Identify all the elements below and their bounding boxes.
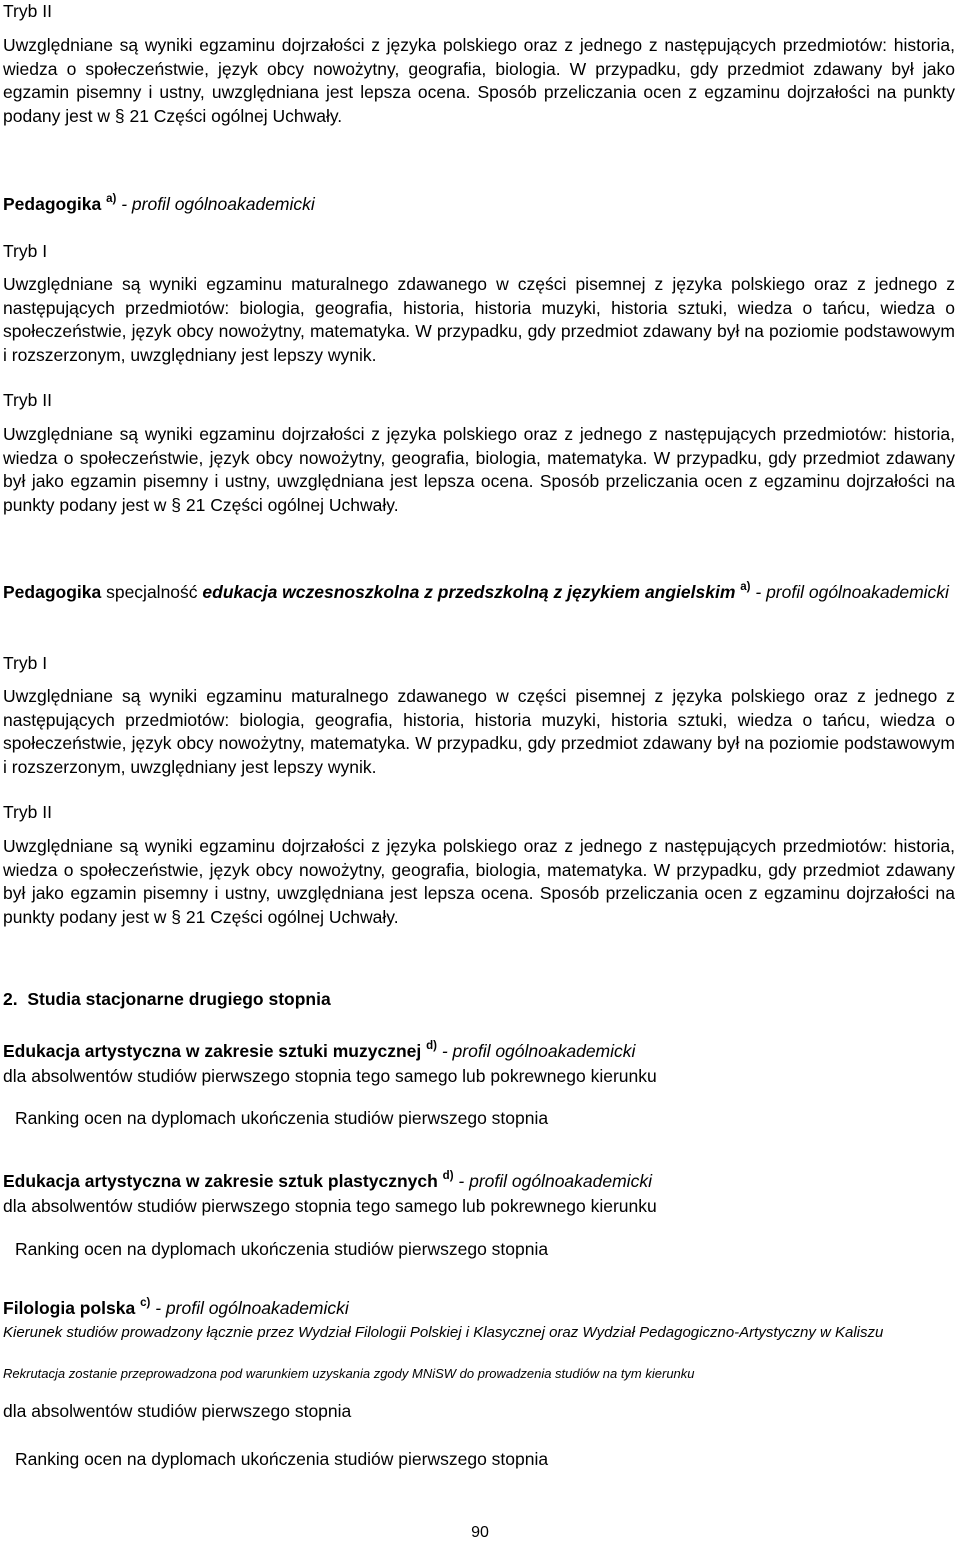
program-profile: - profil ogólnoakademicki [150,1298,349,1318]
eligibility-line: dla absolwentów studiów pierwszego stopnia tego samego lub pokrewnego kierunku [3,1196,657,1216]
footnote-marker: a) [740,581,751,593]
mode-heading: Tryb I [3,653,48,673]
program-profile: - profil ogólnoakademicki [750,582,949,602]
program-name: Pedagogika [3,194,102,214]
program-name: Pedagogika [3,582,102,602]
section-heading: 2. Studia stacjonarne drugiego stopnia [3,989,331,1009]
program-specialty-label: specjalność [101,582,203,602]
footnote-marker: d) [442,1170,454,1182]
program-title [3,1040,955,1062]
mode-heading: Tryb II [3,390,52,410]
program-title [3,1297,955,1319]
program-name: Filologia polska [3,1298,136,1318]
footnote-marker: c) [140,1297,151,1309]
page-number: 90 [471,1524,489,1541]
ranking-line: Ranking ocen na dyplomach ukończenia studiów pierwszego stopnia [15,1449,549,1469]
program-specialty: edukacja wczesnoszkolna z przedszkolną z językiem angielskim [202,582,736,602]
program-title [3,1170,955,1192]
program-profile: - profil ogólnoakademicki [453,1171,652,1191]
mode-paragraph: Uwzględniane są wyniki egzaminu dojrzałości z języka polskiego oraz z jednego z następujących przedmiotów: historia, wiedza o społeczeństwie, język obcy nowożytny, geografia, biologia, matematyka. W przypadku, gdy przedmiot zdawany był jako egzamin pisemny i ustny, uwzględniana jest lepsza ocena. Sposób przeliczania ocen z egzaminu dojrzałości na punkty podany jest w § 21 Części ogólnej Uchwały. [3,836,955,927]
mode-paragraph: Uwzględniane są wyniki egzaminu maturalnego zdawanego w części pisemnej z języka polskiego oraz z jednego z następujących przedmiotów: biologia, geografia, historia, historia muzyki, historia sztuki, wiedza o tańcu, wiedza o społeczeństwie, język obcy nowożytny, matematyka. W przypadku, gdy przedmiot zdawany był na poziomie podstawowym i rozszerzonym, uwzględniany jest lepszy wynik. [3,686,955,777]
mode-paragraph: Uwzględniane są wyniki egzaminu dojrzałości z języka polskiego oraz z jednego z następujących przedmiotów: historia, wiedza o społeczeństwie, język obcy nowożytny, geografia, biologia. W przypadku, gdy przedmiot zdawany był jako egzamin pisemny i ustny, uwzględniana jest lepsza ocena. Sposób przeliczania ocen z egzaminu dojrzałości na punkty podany jest w § 21 Części ogólnej Uchwały. [3,35,955,126]
mode-paragraph: Uwzględniane są wyniki egzaminu maturalnego zdawanego w części pisemnej z języka polskiego oraz z jednego z następujących przedmiotów: biologia, geografia, historia, historia muzyki, historia sztuki, wiedza o tańcu, wiedza o społeczeństwie, język obcy nowożytny, matematyka. W przypadku, gdy przedmiot zdawany był na poziomie podstawowym i rozszerzonym, uwzględniany jest lepszy wynik. [3,274,955,365]
mode-heading: Tryb II [3,802,52,822]
mode-heading: Tryb II [3,1,52,21]
footnote-marker: a) [106,193,117,205]
program-name: Edukacja artystyczna w zakresie sztuki muzycznej [3,1041,422,1061]
eligibility-line: dla absolwentów studiów pierwszego stopnia tego samego lub pokrewnego kierunku [3,1066,657,1086]
program-note: Rekrutacja zostanie przeprowadzona pod warunkiem uzyskania zgody MNiSW do prowadzenia studiów na tym kierunku [3,1366,695,1381]
program-title [3,581,955,605]
footnote-marker: d) [426,1040,437,1052]
program-title [3,193,955,215]
program-note: Kierunek studiów prowadzony łącznie przez Wydział Filologii Polskiej i Klasycznej oraz Wydział Pedagogiczno-Artystyczny w Kaliszu [3,1324,884,1341]
mode-paragraph: Uwzględniane są wyniki egzaminu dojrzałości z języka polskiego oraz z jednego z następujących przedmiotów: historia, wiedza o społeczeństwie, język obcy nowożytny, geografia, biologia, matematyka. W przypadku, gdy przedmiot zdawany był jako egzamin pisemny i ustny, uwzględniana jest lepsza ocena. Sposób przeliczania ocen z egzaminu dojrzałości na punkty podany jest w § 21 Części ogólnej Uchwały. [3,424,955,515]
mode-heading: Tryb I [3,241,48,261]
eligibility-line: dla absolwentów studiów pierwszego stopnia [3,1401,352,1421]
ranking-line: Ranking ocen na dyplomach ukończenia studiów pierwszego stopnia [15,1239,549,1259]
program-profile: - profil ogólnoakademicki [436,1041,636,1061]
ranking-line: Ranking ocen na dyplomach ukończenia studiów pierwszego stopnia [15,1108,549,1128]
program-profile: - profil ogólnoakademicki [116,194,315,214]
program-name: Edukacja artystyczna w zakresie sztuk plastycznych [3,1171,438,1191]
